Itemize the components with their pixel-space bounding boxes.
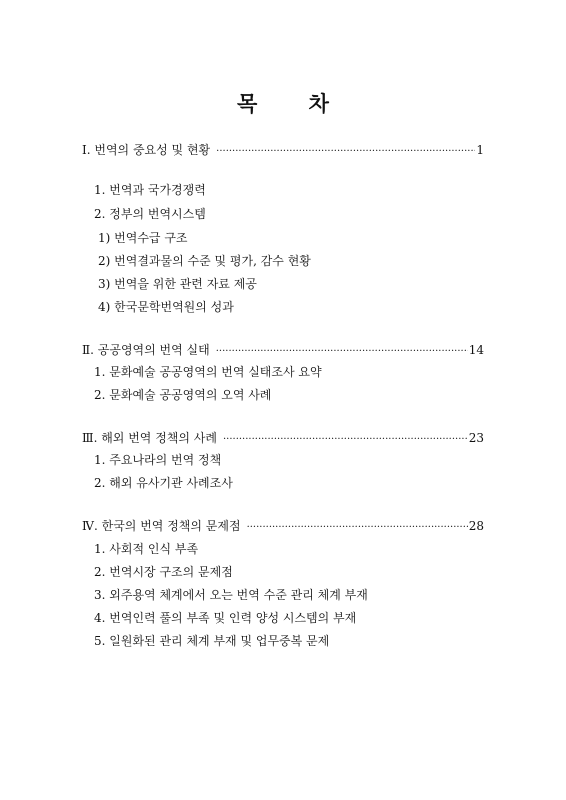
toc-item[interactable]: 3. 외주용역 체계에서 오는 번역 수준 관리 체계 부재: [94, 588, 368, 602]
toc-section-4[interactable]: [82, 518, 484, 536]
toc-subitem[interactable]: 3) 번역을 위한 관련 자료 제공: [98, 277, 257, 291]
section-label: Ⅳ. 한국의 번역 정책의 문제점: [82, 519, 241, 533]
section-label: Ⅲ. 해외 번역 정책의 사례: [82, 431, 217, 445]
dot-leader: [223, 432, 468, 448]
section-label: Ⅱ. 공공영역의 번역 실태: [82, 343, 210, 357]
toc-section-2[interactable]: [82, 342, 484, 360]
toc-item[interactable]: 2. 번역시장 구조의 문제점: [94, 565, 233, 579]
section-page-number: 1: [476, 143, 484, 157]
toc-subitem[interactable]: 4) 한국문학번역원의 성과: [98, 300, 234, 314]
section-page-number: 23: [468, 431, 484, 445]
dot-leader: [216, 344, 468, 360]
page-title: 목 차: [237, 91, 351, 116]
toc-item[interactable]: 5. 일원화된 관리 체계 부재 및 업무중복 문제: [94, 634, 330, 648]
toc-item[interactable]: 1. 문화예술 공공영역의 번역 실태조사 요약: [94, 365, 322, 379]
section-page-number: 14: [468, 343, 484, 357]
toc-item[interactable]: 2. 문화예술 공공영역의 오역 사례: [94, 388, 272, 402]
toc-item[interactable]: 1. 번역과 국가경쟁력: [94, 183, 206, 197]
dot-leader: [247, 520, 468, 536]
toc-item[interactable]: 2. 해외 유사기관 사례조사: [94, 476, 233, 490]
section-page-number: 28: [468, 519, 484, 533]
toc-section-1[interactable]: [82, 142, 484, 160]
section-label: Ⅰ. 번역의 중요성 및 현황: [82, 143, 211, 157]
dot-leader: [216, 144, 475, 160]
toc-item[interactable]: 1. 주요나라의 번역 정책: [94, 453, 222, 467]
toc-item[interactable]: 2. 정부의 번역시스템: [94, 207, 206, 221]
toc-item[interactable]: 1. 사회적 인식 부족: [94, 542, 199, 556]
toc-subitem[interactable]: 1) 번역수급 구조: [98, 231, 188, 245]
toc-item[interactable]: 4. 번역인력 풀의 부족 및 인력 양성 시스템의 부재: [94, 611, 357, 625]
toc-subitem[interactable]: 2) 번역결과물의 수준 및 평가, 감수 현황: [98, 254, 311, 268]
toc-section-3[interactable]: [82, 430, 484, 448]
